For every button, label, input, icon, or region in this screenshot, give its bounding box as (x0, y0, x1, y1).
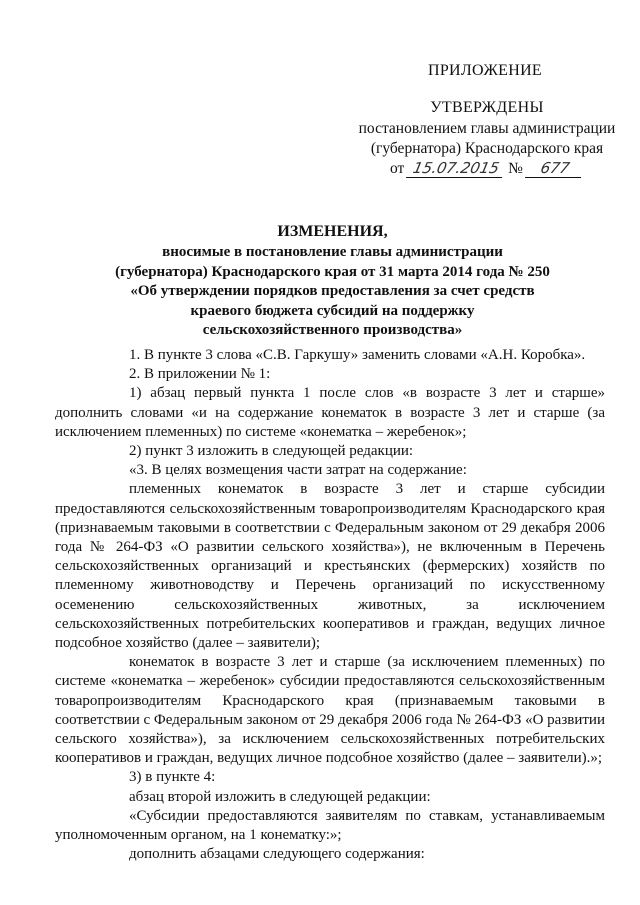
paragraph-2: 2. В приложении № 1: (129, 366, 271, 383)
paragraph-10: «Субсидии предоставляются заявителям по ставкам, устанавливаемым уполномоченным органом, на 1 конематку:»; (55, 807, 605, 844)
title-main: ИЗМЕНЕНИЯ, (277, 223, 388, 240)
approved-by-line-2: (губернатора) Краснодарского края (370, 140, 604, 157)
approval-block (352, 98, 622, 179)
paragraph-3: 1) абзац первый пункта 1 после слов «в возрасте 3 лет и старше» дополнить словами «и на содержание конематок в возрасте 3 лет и старше (за исключением племенных) по системе «конематка – жеребенок»; (55, 385, 605, 440)
title-line-3: «Об утверждении порядков предоставления за счет средств (130, 283, 535, 300)
document-title (60, 222, 605, 340)
title-line-1: вносимые в постановление главы администрации (162, 244, 503, 261)
paragraph-9: абзац второй изложить в следующей редакции: (129, 788, 431, 805)
number-prefix: № (508, 160, 523, 177)
approved-label: УТВЕРЖДЕНЫ (430, 99, 544, 116)
paragraph-6: племенных конематок в возрасте 3 лет и старше субсидии предоставляются сельскохозяйственным товаропроизводителям Краснодарского края (признаваемым таковыми в соответствии с Федеральным законом от 29 декабря 2006 года № 264-ФЗ «О развитии сельского хозяйства»), не включенным в Перечень сельскохозяйственных организаций и крестьянских (фермерских) хозяйств по племенному животноводству и Перечень организаций по искусственному осеменению сельскохозяйственных животных, за исключением сельскохозяйственных потребительских кооперативов и граждан, ведущих личное подсобное хозяйство (далее – заявители); (55, 481, 605, 652)
handwritten-number: 677 (525, 159, 585, 178)
date-number-line (352, 159, 622, 179)
title-line-2: (губернатора) Краснодарского края от 31 марта 2014 года № 250 (115, 263, 550, 280)
paragraph-7: конематок в возрасте 3 лет и старше (за исключением племенных) по системе «конематка – жеребенок» субсидии предоставляются сельскохозяйственным товаропроизводителям Краснодарского края (признаваемым таковыми в соответствии с Федеральным законом от 29 декабря 2006 года № 264-ФЗ «О развитии сельского хозяйства»), за исключением сельскохозяйственных потребительских кооперативов и граждан, ведущих личное подсобное хозяйство (далее – заявители).»; (55, 654, 605, 767)
document-body (55, 346, 605, 864)
paragraph-4: 2) пункт 3 изложить в следующей редакции: (129, 443, 414, 460)
title-line-4: краевого бюджета субсидий на поддержку (190, 302, 475, 319)
date-prefix: от (390, 160, 405, 177)
appendix-label: ПРИЛОЖЕНИЕ (428, 62, 543, 79)
approved-by-line-1: постановлением главы администрации (358, 120, 616, 137)
handwritten-date: 15.07.2015 (406, 159, 506, 178)
paragraph-8: 3) в пункте 4: (129, 769, 216, 786)
paragraph-1: 1. В пункте 3 слова «С.В. Гаркушу» заменить словами «А.Н. Коробка». (129, 347, 586, 363)
paragraph-11: дополнить абзацами следующего содержания: (129, 846, 425, 863)
paragraph-5: «3. В целях возмещения части затрат на содержание: (129, 462, 467, 479)
title-line-5: сельскохозяйственного производства» (202, 322, 463, 339)
